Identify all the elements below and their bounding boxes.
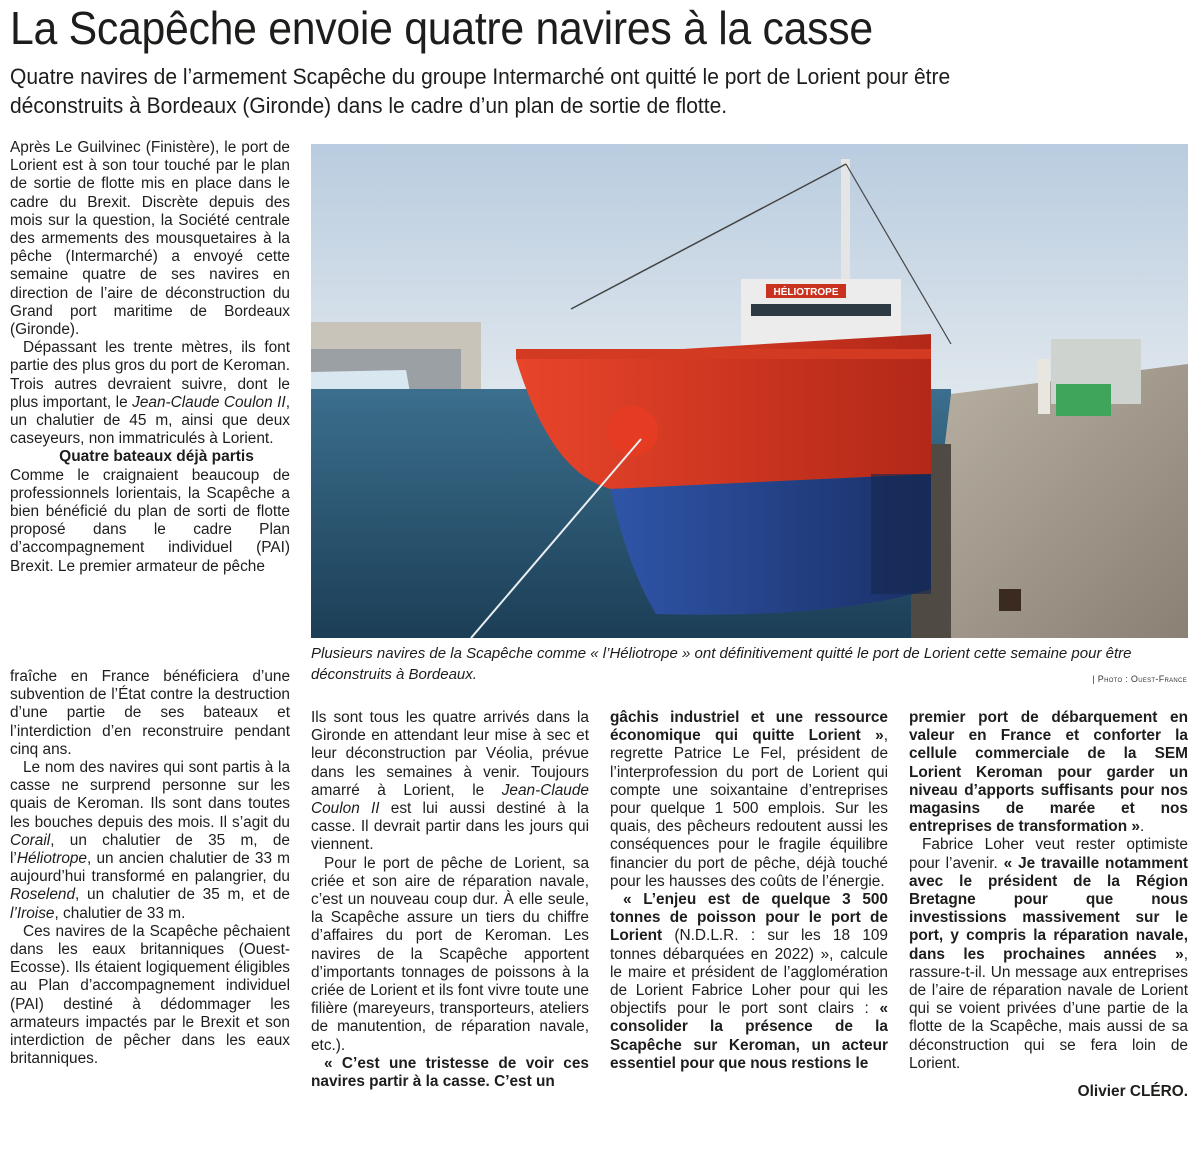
bollard-post: [1038, 359, 1050, 414]
column-1-continued: [10, 668, 290, 1068]
text-run: , chalutier de 33 m.: [54, 904, 186, 922]
author-signature: Olivier CLÉRO.: [1077, 1083, 1188, 1101]
paragraph: Après Le Guilvinec (Finistère), le port de Lorient est à son tour touché par le plan de sortie de flotte mis en place dans le cadre du Brexit. Discrète depuis des mois sur la question, la Société centrale des armements des mousquetaires à la pêche (Intermarché) a envoyé cette semaine quatre de ses navires en direction de l’aire de déconstruction du Grand port maritime de Bordeaux (Gironde).: [10, 139, 290, 339]
paragraph: [909, 709, 1188, 836]
gunwale: [516, 349, 931, 359]
text-run: (N.D.L.R. : sur les 18 109 tonnes débarquées en 2022) », calcule le maire et président de l’agglomération de Lorient Fabrice Loher pour qui les objectifs pour le port sont clairs :: [610, 927, 888, 1018]
text-run: Dépassant les trente mètres, ils font partie des plus gros du port de Keroman. Trois autres devraient suivre, dont le plus important, le: [10, 339, 290, 411]
boat-name-label: HÉLIOTROPE: [773, 287, 839, 298]
text-run: , un chalutier de 35 m, et de: [75, 886, 290, 904]
quote: « L’enjeu est de quelque 3 500 tonnes de poisson pour le port de Lorient: [610, 891, 888, 945]
text-run: Le nom des navires qui sont partis à la casse ne surprend personne sur les quais de Keroman. Ils sont dans toutes les bouches depuis des mois. Il s’agit du: [10, 759, 290, 831]
photo-credit: | Photo : Ouest-France: [1092, 674, 1187, 684]
column-4: [909, 709, 1188, 1101]
quote: « C’est une tristesse de voir ces navires partir à la casse. C’est un: [311, 1054, 589, 1091]
quote: premier port de débarquement en valeur en France et conforter la cellule commerciale de la SEM Lorient Keroman pour garder un niveau d’apports suffisants pour nos magasins de marée et nos entreprises de transformation »: [909, 709, 1188, 836]
quote: « Je travaille notamment avec le président de la Région Bretagne pour que nous investissions massivement sur le port, y compris la réparation navale, dans les prochaines années »: [909, 854, 1188, 963]
hull-shadow: [871, 474, 931, 594]
harbor-photo: [311, 144, 1188, 638]
text-run: .: [1139, 818, 1145, 836]
column-1: [10, 139, 290, 576]
paragraph: [610, 891, 888, 1073]
bollard: [999, 589, 1021, 611]
paragraph: [311, 709, 589, 855]
trawler-illustration: [311, 144, 1188, 638]
quote: gâchis industriel et une ressource économique qui quitte Lorient »: [610, 709, 888, 745]
right-quay: [921, 364, 1188, 638]
forklift: [1056, 384, 1111, 416]
text-run: Ils sont tous les quatre arrivés dans la Gironde en attendant leur mise à sec et leur déconstruction par Véolia, prévue dans les semaines à venir. Toujours amarré à Lorient, le: [311, 709, 589, 799]
text-run: est lui aussi destiné à la casse. Il devrait partir dans les jours qui viennent.: [311, 800, 589, 854]
text-run: , un chalutier de 35 m, de l’: [10, 831, 290, 868]
ship-name: Jean-Claude Coulon II: [132, 393, 286, 411]
ship-name: Corail: [10, 831, 51, 849]
text-run: Fabrice Loher veut rester optimiste pour l’avenir.: [909, 836, 1188, 872]
paragraph: [610, 709, 888, 891]
column-3: [610, 709, 888, 1073]
text-run: , rassure-t-il. Un message aux entreprises de l’aire de réparation navale de Lorient qui se voient privées d’une partie de la flotte de la Scapêche, mais aussi de sa déconstruction qui se fera loin de Lorient.: [909, 945, 1188, 1072]
photo-caption: Plusieurs navires de la Scapêche comme « l’Héliotrope » ont définitivement quitté le port de Lorient cette semaine pour être déconstruits à Bordeaux.: [311, 645, 1132, 683]
paragraph: fraîche en France bénéficiera d’une subvention de l’État contre la destruction d’une partie de ses bateaux et l’interdiction d’en reconstruire pendant cinq ans.: [10, 668, 290, 758]
column-2: [311, 709, 589, 1091]
paragraph: [10, 759, 290, 923]
quote: « consolider la présence de la Scapêche sur Keroman, un acteur essentiel pour que nous restions le: [610, 1000, 888, 1072]
ship-name: Jean-Claude Coulon II: [311, 781, 589, 818]
paragraph: [909, 836, 1188, 1073]
paragraph: Ces navires de la Scapêche pêchaient dans les eaux britanniques (Ouest-Ecosse). Ils étaient logiquement éligibles au Plan d’accompagnement individuel (PAI) destiné à dédommager les armateurs impactés par le Brexit et son interdiction de pêcher dans les eaux britanniques.: [10, 922, 290, 1068]
paragraph: [311, 1055, 589, 1091]
headline: La Scapêche envoie quatre navires à la casse: [10, 2, 873, 54]
text-run: , un chalutier de 45 m, ainsi que deux caseyeurs, non immatriculés à Lorient.: [10, 393, 290, 448]
ship-name: Roselend: [10, 886, 76, 904]
subheading: Quatre bateaux déjà partis: [59, 448, 254, 466]
ship-name: Héliotrope: [16, 850, 87, 868]
paragraph: Pour le port de pêche de Lorient, sa criée et son aire de réparation navale, c’est un nouveau coup dur. À elle seule, la Scapêche assure un tiers du chiffre d’affaires du port de Keroman. Les navires de la Scapêche apportent d’importants tonnages de poissons à la criée de Lorient et ils font vivre toute une filière (mareyeurs, transporteurs, ateliers de manutention, de réparation navale, etc.).: [311, 854, 589, 1054]
bridge-windows: [751, 304, 891, 316]
text-run: , regrette Patrice Le Fel, président de l’interprofession du port de Lorient qui compte une soixantaine d’entreprises pour quelque 1 500 emplois. Sur les quais, des pêcheurs redoutent aussi les conséquences pour le fragile équilibre financier du port de pêche, déjà touché pour les hausses des coûts de l’énergie.: [610, 727, 888, 890]
text-run: , un ancien chalutier de 33 m aujourd’hui transformé en palangrier, du: [10, 850, 290, 886]
paragraph: Comme le craignaient beaucoup de professionnels lorientais, la Scapêche a bien bénéficié du plan de sorti de flotte proposé dans le cadre Plan d’accompagnement individuel (PAI) Brexit. Le premier armateur de pêche: [10, 466, 290, 575]
standfirst: Quatre navires de l’armement Scapêche du groupe Intermarché ont quitté le port de Lorient pour être déconstruits à Bordeaux (Gironde) dans le cadre d’un plan de sortie de flotte.: [10, 64, 951, 118]
paragraph: [10, 339, 290, 448]
ship-name: l’Iroise: [10, 904, 55, 922]
